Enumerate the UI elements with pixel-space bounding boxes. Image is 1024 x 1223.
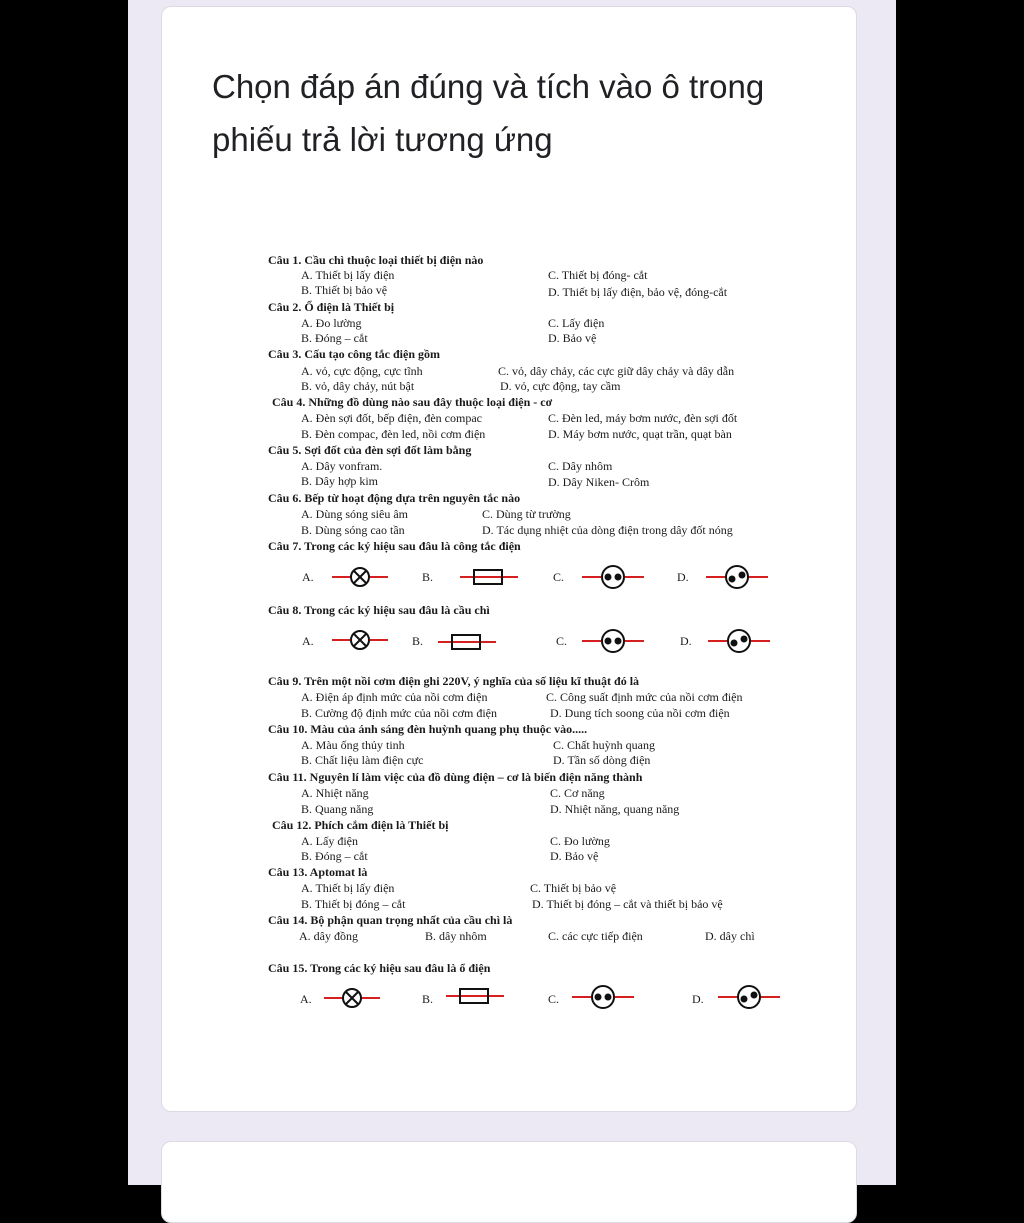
question-10: Câu 10. Màu của ánh sáng đèn huỳnh quang phụ thuộc vào..... xyxy=(268,722,588,736)
q5-option-c: C. Dây nhôm xyxy=(548,459,613,473)
q5-option-d: D. Dây Niken- Crôm xyxy=(548,475,650,489)
q10-option-a: A. Màu ống thủy tinh xyxy=(301,738,405,752)
q10-option-d: D. Tần số dòng điện xyxy=(553,753,651,767)
socket-symbol-icon xyxy=(572,984,634,1010)
question-5: Câu 5. Sợi đốt của đèn sợi đốt làm bằng xyxy=(268,443,472,457)
q3-option-a: A. vỏ, cực động, cực tĩnh xyxy=(301,364,423,378)
q13-option-d: D. Thiết bị đóng – cắt và thiết bị bảo vệ xyxy=(532,897,723,911)
switch-symbol-icon xyxy=(706,564,768,590)
q14-option-d: D. dây chì xyxy=(705,929,755,943)
switch-symbol-icon xyxy=(708,628,770,654)
q12-option-c: C. Đo lường xyxy=(550,834,610,848)
q13-option-b: B. Thiết bị đóng – cắt xyxy=(301,897,406,911)
question-2: Câu 2. Ổ điện là Thiết bị xyxy=(268,300,395,314)
q14-option-a: A. dây đồng xyxy=(299,929,358,943)
question-12: Câu 12. Phích cắm điện là Thiết bị xyxy=(272,818,449,832)
q8-option-d: D. xyxy=(680,634,692,648)
socket-symbol-icon xyxy=(582,628,644,654)
q7-option-b: B. xyxy=(422,570,434,584)
q3-option-b: B. vỏ, dây chảy, nút bật xyxy=(301,379,415,393)
question-3: Câu 3. Cấu tạo công tắc điện gồm xyxy=(268,347,441,361)
switch-symbol-icon xyxy=(718,984,780,1010)
next-question-card xyxy=(161,1141,857,1223)
q6-option-a: A. Dùng sóng siêu âm xyxy=(301,507,408,521)
question-1: Câu 1. Cầu chì thuộc loại thiết bị điện nào xyxy=(268,253,484,267)
q12-option-b: B. Đóng – cắt xyxy=(301,849,368,863)
q12-option-d: D. Bảo vệ xyxy=(550,849,599,863)
q7-option-c: C. xyxy=(553,570,565,584)
q2-option-a: A. Đo lường xyxy=(301,316,362,330)
fuse-symbol-icon xyxy=(438,630,496,654)
q13-option-a: A. Thiết bị lấy điện xyxy=(301,881,395,895)
q1-option-d: D. Thiết bị lấy điện, bảo vệ, đóng-cắt xyxy=(548,285,728,299)
q8-option-b: B. xyxy=(412,634,424,648)
question-9: Câu 9. Trên một nồi cơm điện ghi 220V, ý nghĩa của số liệu kĩ thuật đó là xyxy=(268,674,640,688)
q3-option-d: D. vỏ, cực động, tay cầm xyxy=(500,379,621,393)
q14-option-b: B. dây nhôm xyxy=(425,929,487,943)
q10-option-c: C. Chất huỳnh quang xyxy=(553,738,655,752)
q2-option-c: C. Lấy điện xyxy=(548,316,605,330)
q7-option-d: D. xyxy=(677,570,689,584)
socket-symbol-icon xyxy=(582,564,644,590)
fuse-symbol-icon xyxy=(446,984,504,1008)
question-15: Câu 15. Trong các ký hiệu sau đâu là ổ điện xyxy=(268,961,491,975)
q7-option-a: A. xyxy=(302,570,314,584)
q5-option-a: A. Dây vonfram. xyxy=(301,459,383,473)
q8-option-a: A. xyxy=(302,634,314,648)
q6-option-b: B. Dùng sóng cao tần xyxy=(301,523,405,537)
q1-option-c: C. Thiết bị đóng- cắt xyxy=(548,268,648,282)
q4-option-c: C. Đèn led, máy bơm nước, đèn sợi đốt xyxy=(548,411,738,425)
fuse-symbol-icon xyxy=(460,565,518,589)
q13-option-c: C. Thiết bị bảo vệ xyxy=(530,881,617,895)
q8-option-c: C. xyxy=(556,634,568,648)
q14-option-c: C. các cực tiếp điện xyxy=(548,929,643,943)
question-8: Câu 8. Trong các ký hiệu sau đâu là cầu chì xyxy=(268,603,490,617)
q11-option-d: D. Nhiệt năng, quang năng xyxy=(550,802,680,816)
lamp-symbol-icon xyxy=(324,986,380,1010)
q1-option-a: A. Thiết bị lấy điện xyxy=(301,268,395,282)
q2-option-d: D. Bảo vệ xyxy=(548,331,597,345)
q11-option-a: A. Nhiệt năng xyxy=(301,786,369,800)
q1-option-b: B. Thiết bị bảo vệ xyxy=(301,283,388,297)
q9-option-c: C. Công suất định mức của nồi cơm điện xyxy=(546,690,743,704)
question-13: Câu 13. Aptomat là xyxy=(268,865,368,879)
q9-option-b: B. Cường độ định mức của nồi cơm điện xyxy=(301,706,498,720)
q15-option-b: B. xyxy=(422,992,434,1006)
q6-option-c: C. Dùng từ trường xyxy=(482,507,571,521)
q9-option-a: A. Điện áp định mức của nồi cơm điện xyxy=(301,690,488,704)
question-4: Câu 4. Những đồ dùng nào sau đây thuộc loại điện - cơ xyxy=(272,395,553,409)
q11-option-c: C. Cơ năng xyxy=(550,786,605,800)
q11-option-b: B. Quang năng xyxy=(301,802,374,816)
lamp-symbol-icon xyxy=(332,565,388,589)
question-7: Câu 7. Trong các ký hiệu sau đâu là công tắc điện xyxy=(268,539,521,553)
question-11: Câu 11. Nguyên lí làm việc của đồ dùng điện – cơ là biến điện năng thành xyxy=(268,770,643,784)
q2-option-b: B. Đóng – cắt xyxy=(301,331,368,345)
q3-option-c: C. vỏ, dây chảy, các cực giữ dây chảy và dây dẫn xyxy=(498,364,735,378)
q6-option-d: D. Tác dụng nhiệt của dòng điện trong dây đốt nóng xyxy=(482,523,733,537)
q4-option-d: D. Máy bơm nước, quạt trần, quạt bàn xyxy=(548,427,732,441)
q15-option-d: D. xyxy=(692,992,704,1006)
q5-option-b: B. Dây hợp kim xyxy=(301,474,379,488)
q15-option-c: C. xyxy=(548,992,560,1006)
question-title: Chọn đáp án đúng và tích vào ô trong phiếu trả lời tương ứng xyxy=(212,68,765,158)
lamp-symbol-icon xyxy=(332,628,388,652)
q4-option-b: B. Đèn compac, đèn led, nồi cơm điện xyxy=(301,427,486,441)
q10-option-b: B. Chất liệu làm điện cực xyxy=(301,753,424,767)
q15-option-a: A. xyxy=(300,992,312,1006)
q12-option-a: A. Lấy điện xyxy=(301,834,358,848)
q9-option-d: D. Dung tích soong của nồi cơm điện xyxy=(550,706,730,720)
question-14: Câu 14. Bộ phận quan trọng nhất của cầu chì là xyxy=(268,913,513,927)
question-6: Câu 6. Bếp từ hoạt động dựa trên nguyên tắc nào xyxy=(268,491,521,505)
q4-option-a: A. Đèn sợi đốt, bếp điện, đèn compac xyxy=(301,411,482,425)
